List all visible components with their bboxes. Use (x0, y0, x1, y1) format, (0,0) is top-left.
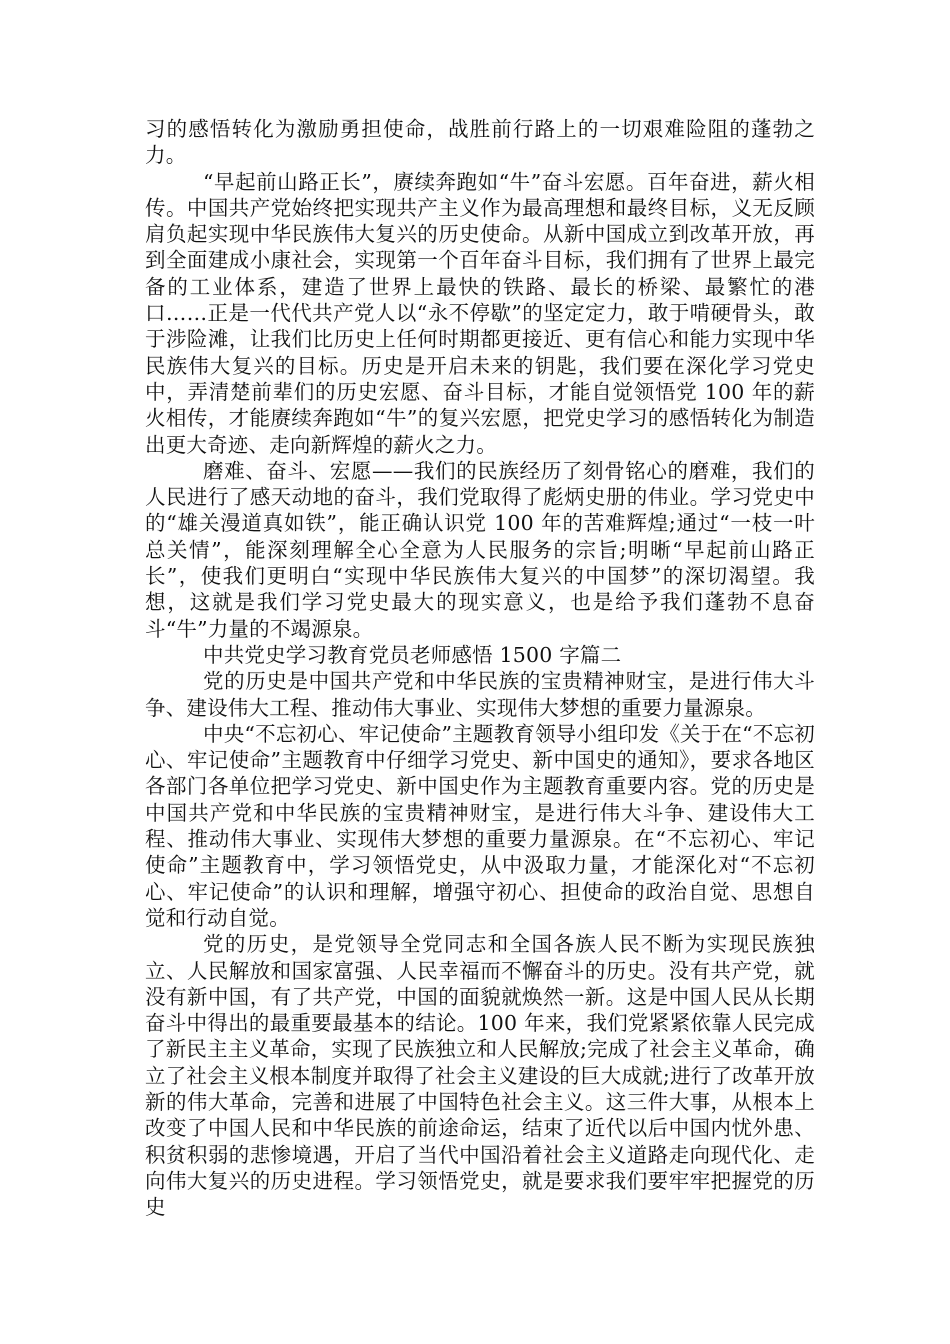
paragraph: 党的历史是中国共产党和中华民族的宝贵精神财宝，是进行伟大斗争、建设伟大工程、推动伟大事业、实现伟大梦想的重要力量源泉。 (145, 669, 815, 720)
paragraph: 中央“不忘初心、牢记使命”主题教育领导小组印发《关于在“不忘初心、牢记使命”主题教育中仔细学习党史、新中国史的通知》，要求各地区各部门各单位把学习党史、新中国史作为主题教育重要内容。党的历史是中国共产党和中华民族的宝贵精神财宝，是进行伟大斗争、建设伟大工程、推动伟大事业、实现伟大梦想的重要力量源泉。在“不忘初心、牢记使命”主题教育中，学习领悟党史，从中汲取力量，才能深化对“不忘初心、牢记使命”的认识和理解，增强守初心、担使命的政治自觉、思想自觉和行动自觉。 (145, 721, 815, 930)
paragraph: 磨难、奋斗、宏愿——我们的民族经历了刻骨铭心的磨难，我们的人民进行了感天动地的奋斗，我们党取得了彪炳史册的伟业。学习党史中的“雄关漫道真如铁”，能正确认识党 100 年的苦难辉煌;通过“一枝一叶总关情”，能深刻理解全心全意为人民服务的宗旨;明晰“早起前山路正长”，使我们更明白“实现中华民族伟大复兴的中国梦”的深切渴望。我想，这就是我们学习党史最大的现实意义，也是给予我们蓬勃不息奋斗“牛”力量的不竭源泉。 (145, 458, 815, 641)
paragraph: “早起前山路正长”，赓续奔跑如“牛”奋斗宏愿。百年奋进，薪火相传。中国共产党始终把实现共产主义作为最高理想和最终目标，义无反顾肩负起实现中华民族伟大复兴的历史使命。从新中国成立到改革开放，再到全面建成小康社会，实现第一个百年奋斗目标，我们拥有了世界上最完备的工业体系，建造了世界上最快的铁路、最长的桥梁、最繁忙的港口……正是一代代共产党人以“永不停歇”的坚定定力，敢于啃硬骨头，敢于涉险滩，让我们比历史上任何时期都更接近、更有信心和能力实现中华民族伟大复兴的目标。历史是开启未来的钥匙，我们要在深化学习党史中，弄清楚前辈们的历史宏愿、奋斗目标，才能自觉领悟党 100 年的薪火相传，才能赓续奔跑如“牛”的复兴宏愿，把党史学习的感悟转化为制造出更大奇迹、走向新辉煌的薪火之力。 (145, 169, 815, 457)
paragraph: 党的历史，是党领导全党同志和全国各族人民不断为实现民族独立、人民解放和国家富强、人民幸福而不懈奋斗的历史。没有共产党，就没有新中国，有了共产党，中国的面貌就焕然一新。这是中国人民从长期奋斗中得出的最重要最基本的结论。100 年来，我们党紧紧依靠人民完成了新民主主义革命，实现了民族独立和人民解放;完成了社会主义革命，确立了社会主义根本制度并取得了社会主义建设的巨大成就;进行了改革开放新的伟大革命，完善和进展了中国特色社会主义。这三件大事，从根本上改变了中国人民和中华民族的前途命运，结束了近代以后中国内忧外患、积贫积弱的悲惨境遇，开启了当代中国沿着社会主义道路走向现代化、走向伟大复兴的历史进程。学习领悟党史，就是要求我们要牢牢把握党的历史 (145, 932, 815, 1220)
document-body (145, 116, 815, 1220)
paragraph-continuation: 习的感悟转化为激励勇担使命，战胜前行路上的一切艰难险阻的蓬勃之力。 (145, 117, 815, 168)
section-heading: 中共党史学习教育党员老师感悟 1500 字篇二 (203, 642, 622, 667)
